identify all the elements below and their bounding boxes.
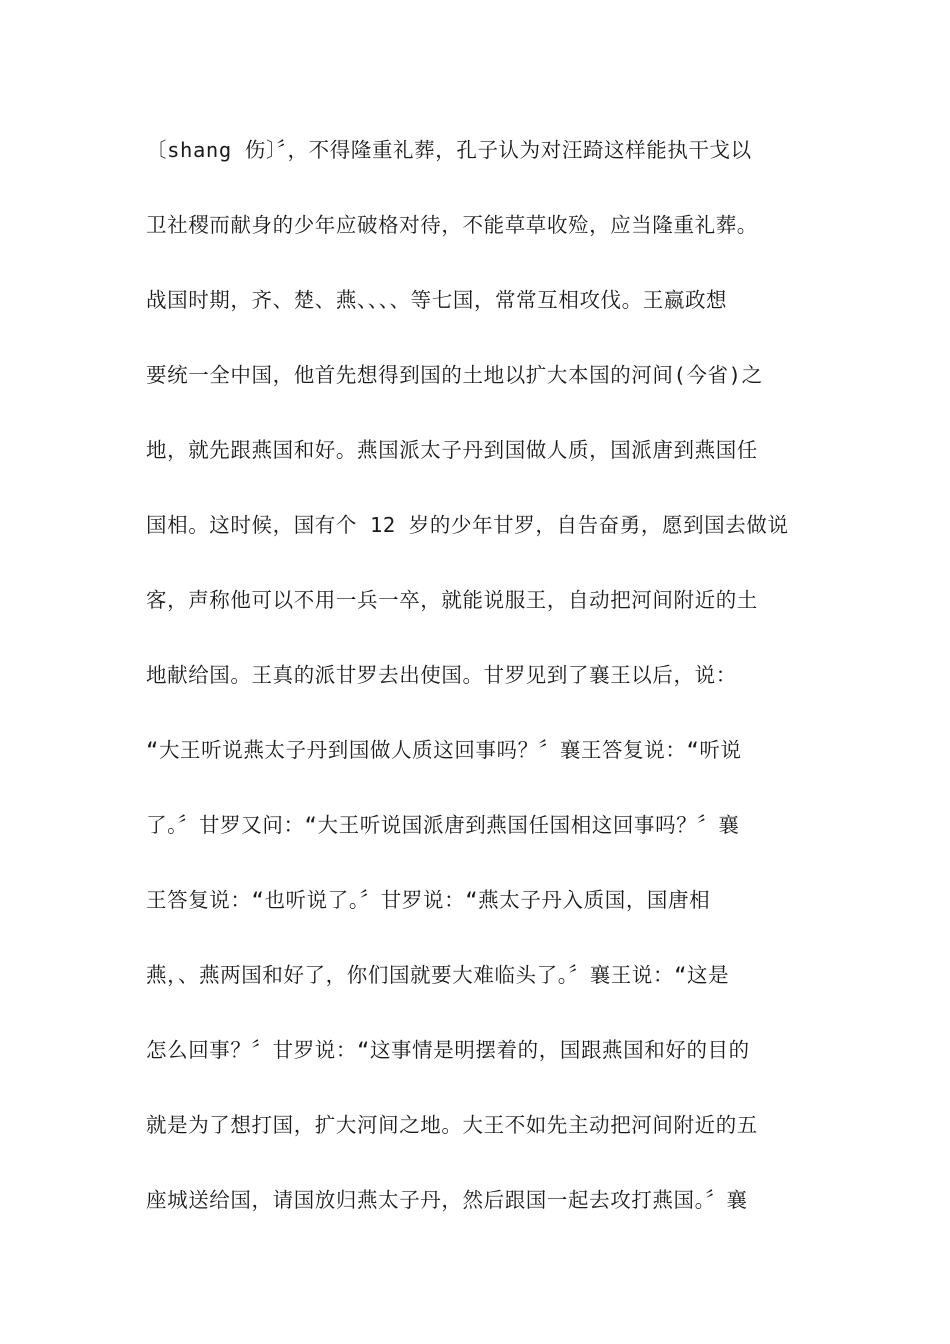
body-text [146, 128, 816, 1253]
text-line: 地，就先跟燕国和好。燕国派太子丹到国做人质，国派唐到燕国任 [146, 438, 758, 462]
text-line: 国相。这时候，国有个 12 岁的少年甘罗，自告奋勇，愿到国去做说 [146, 513, 789, 537]
text-line: 要统一全中国，他首先想得到国的土地以扩大本国的河间(今省)之 [146, 363, 763, 387]
text-line: “大王听说燕太子丹到国做人质这回事吗？〞襄王答复说：“听说 [146, 738, 742, 762]
text-line: 燕，、燕两国和好了，你们国就要大难临头了。〞襄王说：“这是 [146, 963, 730, 987]
text-line: 战国时期，齐、楚、燕、、、、等七国，常常互相攻伐。王嬴政想 [146, 288, 728, 312]
text-line: 客，声称他可以不用一兵一卒，就能说服王，自动把河间附近的土 [146, 588, 758, 612]
text-line: 怎么回事？〞甘罗说：“这事情是明摆着的，国跟燕国和好的目的 [146, 1038, 750, 1062]
text-line: 就是为了想打国，扩大河间之地。大王不如先主动把河间附近的五 [146, 1113, 758, 1137]
text-line: 卫社稷而献身的少年应破格对待，不能草草收殓，应当隆重礼葬。 [146, 213, 758, 237]
text-line: 座城送给国，请国放归燕太子丹，然后跟国一起去攻打燕国。〞襄 [146, 1188, 748, 1212]
text-line: 王答复说：“也听说了。〞甘罗说：“燕太子丹入质国，国唐相 [146, 888, 711, 912]
text-line: 地献给国。王真的派甘罗去出使国。甘罗见到了襄王以后，说： [146, 663, 737, 687]
text-line: 了。〞甘罗又问：“大王听说国派唐到燕国任国相这回事吗？〞襄 [146, 813, 740, 837]
text-line: 〔shang 伤〕〞，不得隆重礼葬，孔子认为对汪踦这样能执干戈以 [146, 138, 752, 162]
